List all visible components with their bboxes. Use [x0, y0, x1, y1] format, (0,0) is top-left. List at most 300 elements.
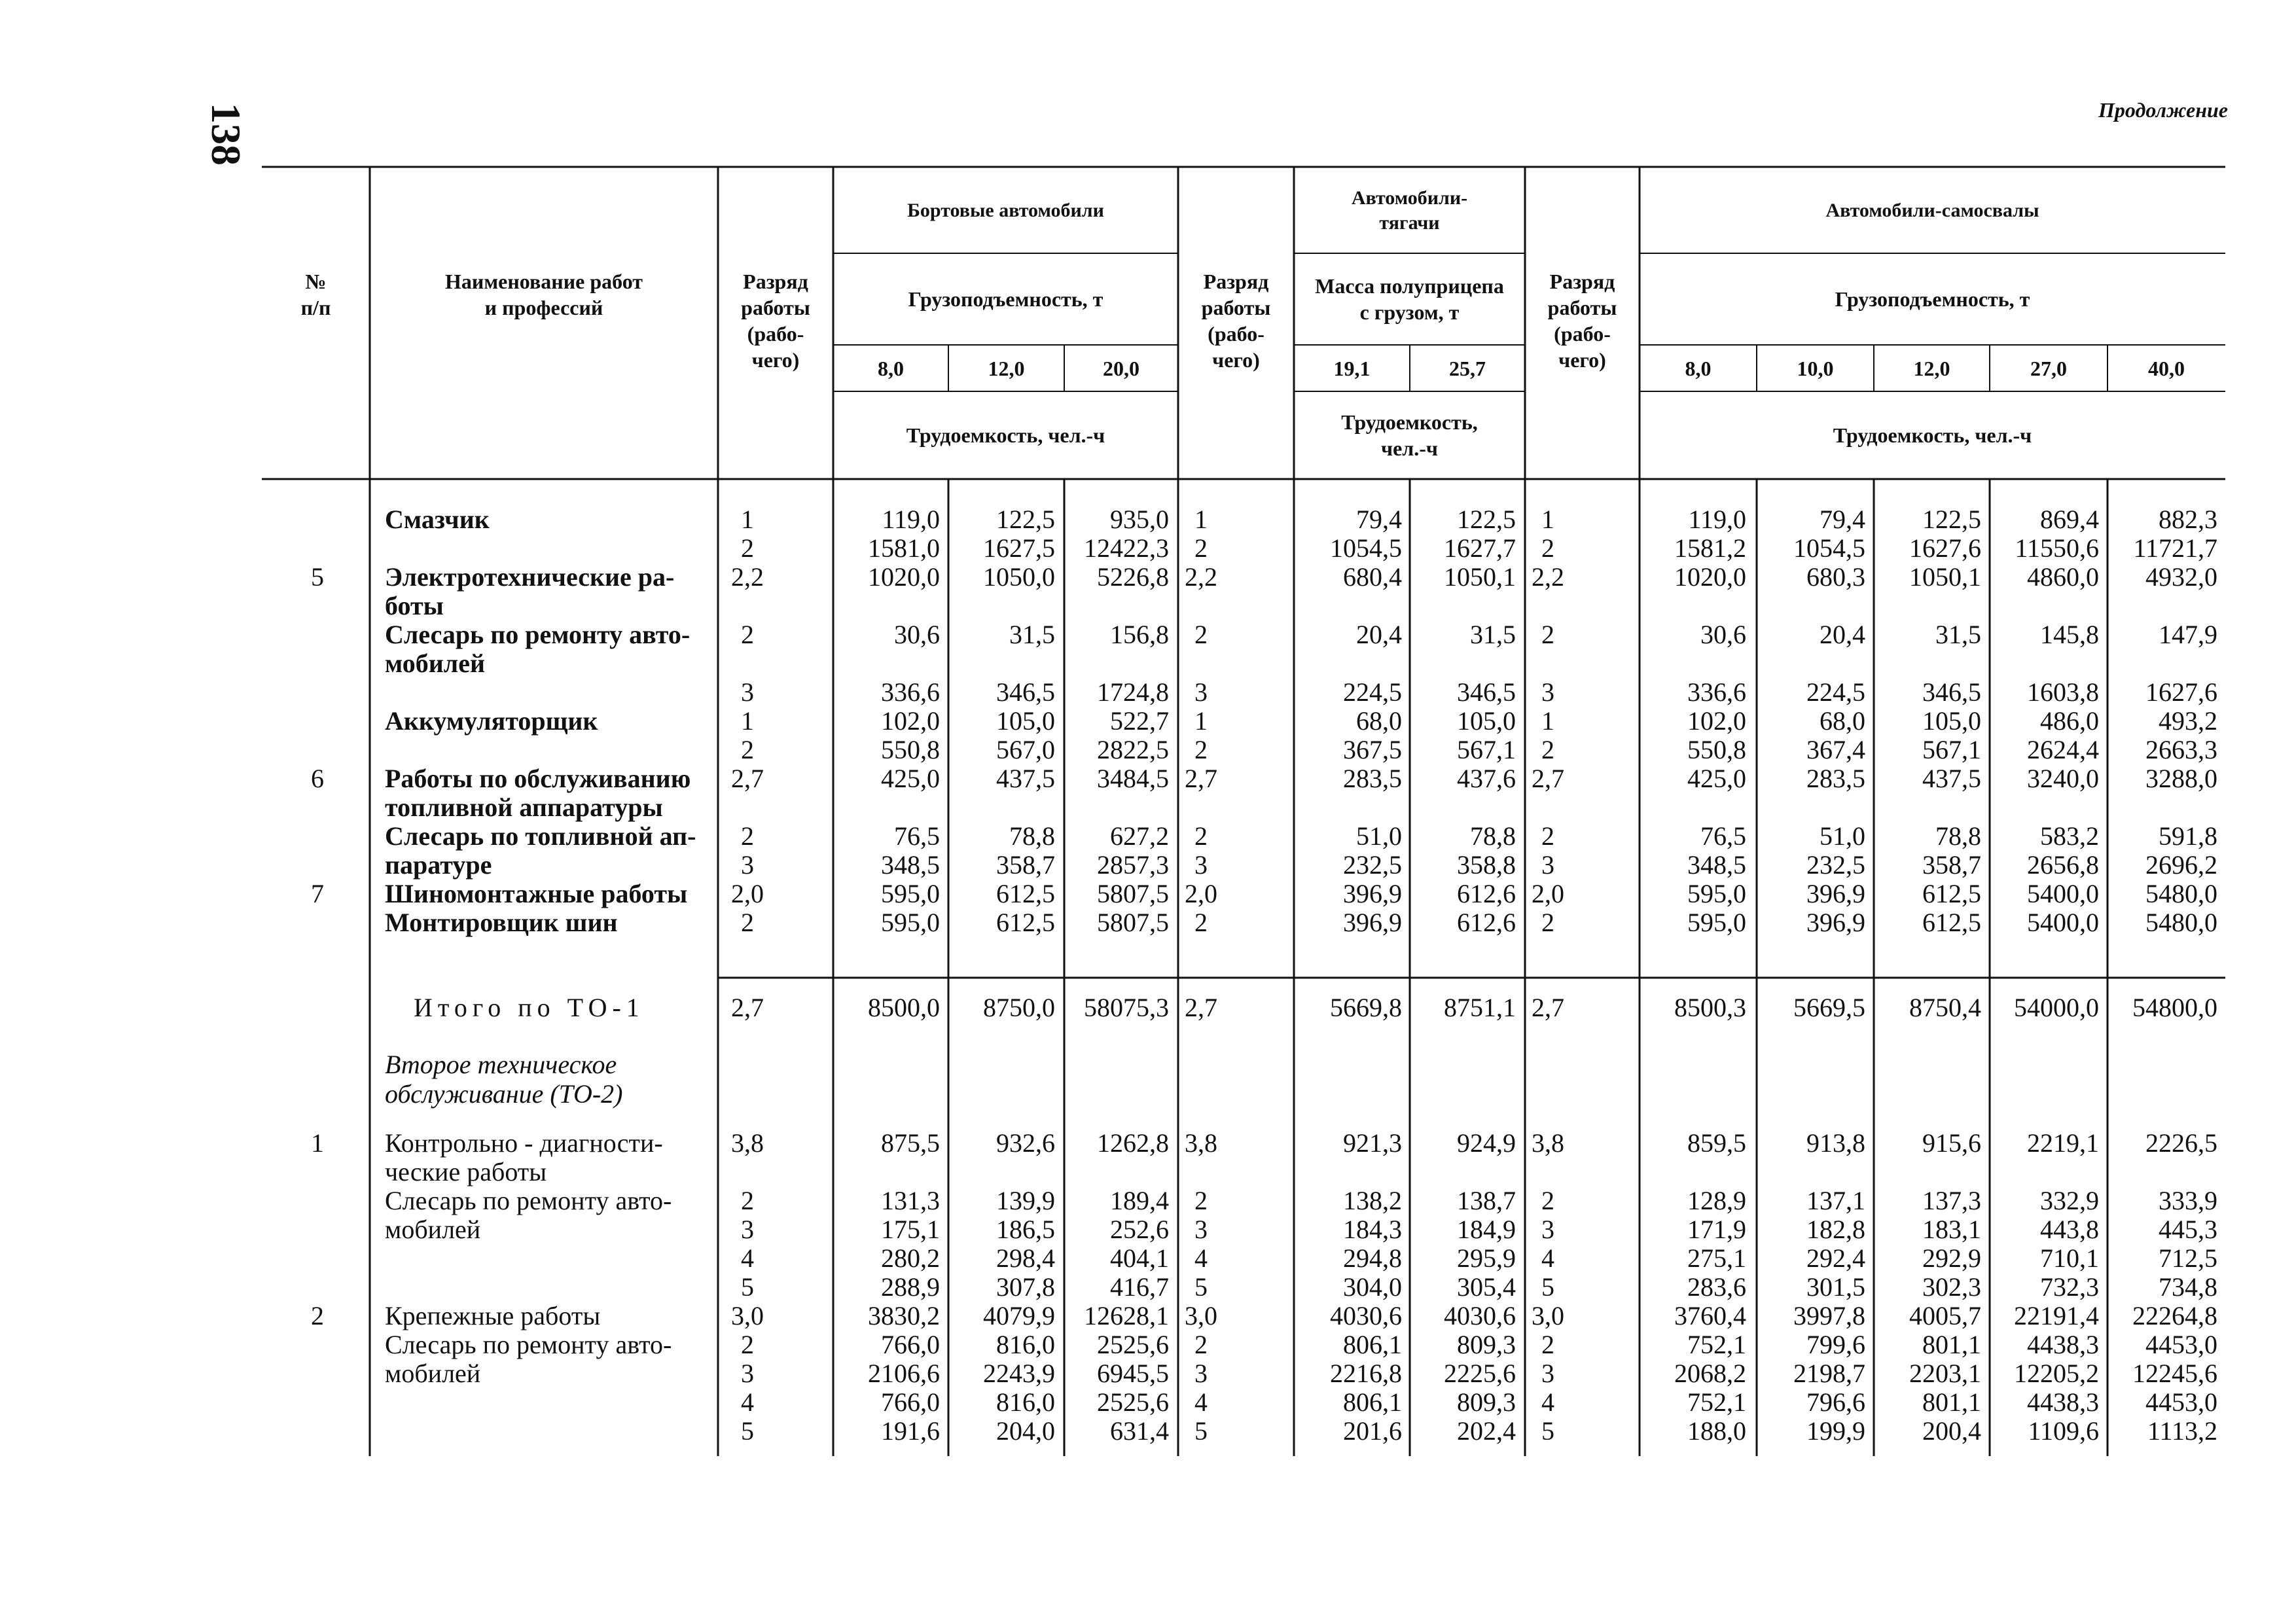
value-cell: 2857,3	[1097, 850, 1169, 880]
grade-cell: 2	[741, 735, 754, 764]
value-cell: 76,5	[1700, 821, 1746, 851]
row-name: Монтировщик шин	[385, 908, 618, 937]
grade-cell: 2	[1541, 533, 1554, 563]
value-cell: 612,6	[1457, 908, 1516, 937]
row-name: мобилей	[385, 649, 486, 678]
value-cell: 2203,1	[1909, 1359, 1981, 1388]
value-cell: 367,5	[1343, 735, 1402, 764]
value-cell: 12205,2	[2014, 1359, 2099, 1388]
value-cell: 105,0	[996, 706, 1055, 736]
value-cell: 595,0	[1687, 908, 1746, 937]
value-cell: 796,6	[1806, 1387, 1865, 1417]
value-cell: 1020,0	[1674, 562, 1746, 592]
grade-cell: 2	[1194, 1330, 1208, 1359]
section-title-line-2: обслуживание (ТО-2)	[385, 1079, 623, 1109]
value-cell: 307,8	[996, 1272, 1055, 1302]
value-cell: 224,5	[1343, 677, 1402, 707]
grade-cell: 2,0	[1185, 879, 1217, 908]
value-cell: 78,8	[1935, 821, 1981, 851]
value-cell: 5400,0	[2027, 879, 2099, 908]
value-cell: 2525,6	[1097, 1387, 1169, 1417]
grade-cell: 4	[741, 1387, 754, 1417]
value-cell: 4860,0	[2027, 562, 2099, 592]
grade-cell: 3	[741, 677, 754, 707]
grade-cell: 2	[1541, 821, 1554, 851]
header-grade-dump: Разряд работы (рабо- чего)	[1547, 270, 1617, 372]
value-cell: 869,4	[2040, 505, 2099, 534]
value-cell: 51,0	[1356, 821, 1402, 851]
value-cell: 31,5	[1009, 620, 1055, 649]
value-cell: 816,0	[996, 1387, 1055, 1417]
grade-cell: 4	[1194, 1243, 1208, 1273]
row-number: 2	[311, 1301, 324, 1330]
value-cell: 550,8	[881, 735, 940, 764]
value-cell: 4030,6	[1330, 1301, 1402, 1330]
value-cell: 5807,5	[1097, 908, 1169, 937]
value-cell: 913,8	[1806, 1128, 1865, 1158]
grade-cell: 2,2	[731, 562, 764, 592]
value-cell: 437,5	[996, 764, 1055, 793]
value-cell: 752,1	[1687, 1330, 1746, 1359]
value-cell: 292,4	[1806, 1243, 1865, 1273]
value-cell: 305,4	[1457, 1272, 1516, 1302]
value-cell: 298,4	[996, 1243, 1055, 1273]
value-cell: 346,5	[1922, 677, 1981, 707]
value-cell: 2225,6	[1444, 1359, 1516, 1388]
header-flatbed-capacity-1: 8,0	[878, 356, 904, 380]
value-cell: 5480,0	[2145, 908, 2217, 937]
value-cell: 183,1	[1922, 1215, 1981, 1244]
value-cell: 346,5	[1457, 677, 1516, 707]
header-dump-capacity: Грузоподъемность, т	[1835, 287, 2030, 311]
grade-cell: 2,0	[731, 879, 764, 908]
value-cell: 445,3	[2159, 1215, 2217, 1244]
value-cell: 138,7	[1457, 1186, 1516, 1215]
value-cell: 612,5	[996, 879, 1055, 908]
value-cell: 1050,1	[1444, 562, 1516, 592]
value-cell: 122,5	[996, 505, 1055, 534]
value-cell: 734,8	[2159, 1272, 2217, 1302]
value-cell: 336,6	[1687, 677, 1746, 707]
value-cell: 437,6	[1457, 764, 1516, 793]
value-cell: 4932,0	[2145, 562, 2217, 592]
grade-cell: 2	[1541, 908, 1554, 937]
value-cell: 199,9	[1806, 1416, 1865, 1446]
value-cell: 31,5	[1935, 620, 1981, 649]
row-name: топливной аппаратуры	[385, 793, 663, 822]
value-cell: 631,4	[1110, 1416, 1169, 1446]
value-cell: 806,1	[1343, 1330, 1402, 1359]
row-name: Смазчик	[385, 505, 490, 534]
grade-cell: 2	[1194, 620, 1208, 649]
value-cell: 5807,5	[1097, 879, 1169, 908]
value-cell: 1627,6	[2145, 677, 2217, 707]
value-cell: 102,0	[1687, 706, 1746, 736]
value-cell: 4453,0	[2145, 1387, 2217, 1417]
grade-cell: 3	[1194, 850, 1208, 880]
value-cell: 486,0	[2040, 706, 2099, 736]
value-cell: 2624,4	[2027, 735, 2099, 764]
value-cell: 68,0	[1356, 706, 1402, 736]
row-name: Шиномонтажные работы	[385, 879, 688, 908]
value-cell: 1054,5	[1330, 533, 1402, 563]
value-cell: 119,0	[882, 505, 940, 534]
header-grade-flatbed: Разряд работы (рабо- чего)	[741, 270, 810, 372]
value-cell: 200,4	[1922, 1416, 1981, 1446]
value-cell: 416,7	[1110, 1272, 1169, 1302]
total-grade-cell: 2,7	[1185, 993, 1217, 1022]
value-cell: 801,1	[1922, 1387, 1981, 1417]
value-cell: 680,4	[1343, 562, 1402, 592]
header-tractor-labor: Трудоемкость, чел.-ч	[1341, 410, 1478, 460]
grade-cell: 2	[1194, 533, 1208, 563]
value-cell: 3760,4	[1674, 1301, 1746, 1330]
grade-cell: 2,7	[1532, 764, 1564, 793]
value-cell: 1603,8	[2027, 677, 2099, 707]
value-cell: 295,9	[1457, 1243, 1516, 1273]
value-cell: 522,7	[1110, 706, 1169, 736]
grade-cell: 3	[1541, 1359, 1554, 1388]
value-cell: 550,8	[1687, 735, 1746, 764]
value-cell: 275,1	[1687, 1243, 1746, 1273]
value-cell: 79,4	[1820, 505, 1865, 534]
value-cell: 31,5	[1470, 620, 1516, 649]
grade-cell: 2,7	[731, 764, 764, 793]
value-cell: 2216,8	[1330, 1359, 1402, 1388]
total-value-cell: 8500,0	[868, 993, 940, 1022]
value-cell: 806,1	[1343, 1387, 1402, 1417]
total-grade-cell: 2,7	[731, 993, 764, 1022]
grade-cell: 1	[1194, 706, 1208, 736]
value-cell: 304,0	[1343, 1272, 1402, 1302]
value-cell: 30,6	[894, 620, 940, 649]
grade-cell: 4	[1194, 1387, 1208, 1417]
value-cell: 79,4	[1356, 505, 1402, 534]
continuation-label: Продолжение	[2098, 98, 2228, 122]
value-cell: 137,3	[1922, 1186, 1981, 1215]
grade-cell: 2	[1541, 620, 1554, 649]
grade-cell: 2	[1541, 1186, 1554, 1215]
value-cell: 346,5	[996, 677, 1055, 707]
value-cell: 156,8	[1110, 620, 1169, 649]
grade-cell: 3	[1541, 677, 1554, 707]
value-cell: 612,5	[996, 908, 1055, 937]
value-cell: 3830,2	[868, 1301, 940, 1330]
value-cell: 2656,8	[2027, 850, 2099, 880]
total-value-cell: 8751,1	[1444, 993, 1516, 1022]
grade-cell: 5	[1541, 1272, 1554, 1302]
header-semitrailer-mass: Масса полуприцепа с грузом, т	[1315, 274, 1504, 324]
value-cell: 301,5	[1806, 1272, 1865, 1302]
grade-cell: 3,8	[731, 1128, 764, 1158]
value-cell: 921,3	[1343, 1128, 1402, 1158]
header-dump-capacity-4: 27,0	[2030, 356, 2067, 380]
value-cell: 493,2	[2159, 706, 2217, 736]
value-cell: 12245,6	[2132, 1359, 2217, 1388]
value-cell: 1109,6	[2028, 1416, 2099, 1446]
row-name: Работы по обслуживанию	[385, 764, 691, 793]
header-dump-capacity-2: 10,0	[1797, 356, 1834, 380]
value-cell: 591,8	[2159, 821, 2217, 851]
value-cell: 915,6	[1922, 1128, 1981, 1158]
value-cell: 396,9	[1343, 908, 1402, 937]
value-cell: 2663,3	[2145, 735, 2217, 764]
value-cell: 1627,5	[983, 533, 1055, 563]
value-cell: 4438,3	[2027, 1330, 2099, 1359]
row-name: боты	[385, 591, 444, 620]
grade-cell: 2	[741, 533, 754, 563]
value-cell: 145,8	[2040, 620, 2099, 649]
grade-cell: 2	[1541, 1330, 1554, 1359]
header-dump-capacity-3: 12,0	[1913, 356, 1950, 380]
grade-cell: 3	[1541, 850, 1554, 880]
value-cell: 128,9	[1687, 1186, 1746, 1215]
value-cell: 358,8	[1457, 850, 1516, 880]
header-number-column: № п/п	[300, 270, 331, 319]
value-cell: 30,6	[1700, 620, 1746, 649]
value-cell: 283,6	[1687, 1272, 1746, 1302]
value-cell: 595,0	[881, 908, 940, 937]
value-cell: 252,6	[1110, 1215, 1169, 1244]
value-cell: 4005,7	[1909, 1301, 1981, 1330]
grade-cell: 4	[1541, 1387, 1554, 1417]
grade-cell: 2	[741, 620, 754, 649]
row-name: мобилей	[385, 1215, 481, 1244]
grade-cell: 5	[1194, 1272, 1208, 1302]
value-cell: 595,0	[1687, 879, 1746, 908]
value-cell: 332,9	[2040, 1186, 2099, 1215]
value-cell: 4453,0	[2145, 1330, 2217, 1359]
value-cell: 4438,3	[2027, 1387, 2099, 1417]
value-cell: 809,3	[1457, 1387, 1516, 1417]
value-cell: 612,5	[1922, 908, 1981, 937]
value-cell: 924,9	[1457, 1128, 1516, 1158]
grade-cell: 2,2	[1532, 562, 1564, 592]
value-cell: 280,2	[881, 1243, 940, 1273]
header-dump-capacity-1: 8,0	[1685, 356, 1712, 380]
value-cell: 4079,9	[983, 1301, 1055, 1330]
value-cell: 816,0	[996, 1330, 1055, 1359]
header-grade-tractor: Разряд работы (рабо- чего)	[1201, 270, 1271, 372]
value-cell: 732,3	[2040, 1272, 2099, 1302]
row-name: Слесарь по ремонту авто-	[385, 620, 691, 649]
value-cell: 188,0	[1687, 1416, 1746, 1446]
value-cell: 22191,4	[2014, 1301, 2099, 1330]
grade-cell: 1	[741, 505, 754, 534]
row-number: 6	[311, 764, 324, 793]
row-number: 5	[311, 562, 324, 592]
grade-cell: 1	[1541, 706, 1554, 736]
value-cell: 425,0	[1687, 764, 1746, 793]
value-cell: 139,9	[996, 1186, 1055, 1215]
value-cell: 283,5	[1343, 764, 1402, 793]
value-cell: 292,9	[1922, 1243, 1981, 1273]
value-cell: 1020,0	[868, 562, 940, 592]
value-cell: 20,4	[1820, 620, 1865, 649]
value-cell: 437,5	[1922, 764, 1981, 793]
value-cell: 2219,1	[2027, 1128, 2099, 1158]
grade-cell: 1	[1194, 505, 1208, 534]
value-cell: 1581,0	[868, 533, 940, 563]
value-cell: 875,5	[881, 1128, 940, 1158]
value-cell: 5400,0	[2027, 908, 2099, 937]
section-title-line-1: Второе техническое	[385, 1050, 617, 1079]
value-cell: 712,5	[2159, 1243, 2217, 1273]
value-cell: 122,5	[1457, 505, 1516, 534]
grade-cell: 3	[741, 1215, 754, 1244]
header-flatbed-capacity: Грузоподъемность, т	[908, 287, 1103, 311]
value-cell: 12422,3	[1084, 533, 1169, 563]
value-cell: 191,6	[881, 1416, 940, 1446]
total-value-cell: 5669,5	[1793, 993, 1865, 1022]
value-cell: 932,6	[996, 1128, 1055, 1158]
grade-cell: 3	[741, 850, 754, 880]
header-dump-group: Автомобили-самосвалы	[1825, 199, 2039, 221]
total-value-cell: 8500,3	[1674, 993, 1746, 1022]
value-cell: 5226,8	[1097, 562, 1169, 592]
value-cell: 137,1	[1806, 1186, 1865, 1215]
grade-cell: 1	[1541, 505, 1554, 534]
value-cell: 710,1	[2040, 1243, 2099, 1273]
value-cell: 2068,2	[1674, 1359, 1746, 1388]
value-cell: 2822,5	[1097, 735, 1169, 764]
value-cell: 396,9	[1806, 879, 1865, 908]
value-cell: 78,8	[1009, 821, 1055, 851]
value-cell: 102,0	[881, 706, 940, 736]
value-cell: 3484,5	[1097, 764, 1169, 793]
value-cell: 78,8	[1470, 821, 1516, 851]
value-cell: 1262,8	[1097, 1128, 1169, 1158]
value-cell: 336,6	[881, 677, 940, 707]
value-cell: 627,2	[1110, 821, 1169, 851]
value-cell: 119,0	[1688, 505, 1746, 534]
value-cell: 3288,0	[2145, 764, 2217, 793]
value-cell: 171,9	[1687, 1215, 1746, 1244]
value-cell: 184,3	[1343, 1215, 1402, 1244]
value-cell: 567,0	[996, 735, 1055, 764]
row-name: Слесарь по ремонту авто-	[385, 1186, 672, 1215]
grade-cell: 3,0	[1185, 1301, 1217, 1330]
value-cell: 766,0	[881, 1387, 940, 1417]
value-cell: 2696,2	[2145, 850, 2217, 880]
header-dump-capacity-5: 40,0	[2148, 356, 2185, 380]
header-tractor-mass-1: 19,1	[1333, 356, 1371, 380]
grade-cell: 5	[741, 1272, 754, 1302]
value-cell: 147,9	[2159, 620, 2217, 649]
value-cell: 1050,1	[1909, 562, 1981, 592]
value-cell: 612,6	[1457, 879, 1516, 908]
value-cell: 396,9	[1343, 879, 1402, 908]
value-cell: 11721,7	[2133, 533, 2217, 563]
value-cell: 184,9	[1457, 1215, 1516, 1244]
value-cell: 12628,1	[1084, 1301, 1169, 1330]
grade-cell: 3	[1194, 677, 1208, 707]
row-name: Слесарь по топливной ап-	[385, 821, 696, 851]
value-cell: 302,3	[1922, 1272, 1981, 1302]
row-number: 7	[311, 879, 324, 908]
value-cell: 3240,0	[2027, 764, 2099, 793]
value-cell: 2243,9	[983, 1359, 1055, 1388]
value-cell: 752,1	[1687, 1387, 1746, 1417]
grade-cell: 3	[741, 1359, 754, 1388]
grade-cell: 2	[1541, 735, 1554, 764]
value-cell: 801,1	[1922, 1330, 1981, 1359]
grade-cell: 2	[741, 1186, 754, 1215]
value-cell: 799,6	[1806, 1330, 1865, 1359]
value-cell: 396,9	[1806, 908, 1865, 937]
value-cell: 232,5	[1343, 850, 1402, 880]
value-cell: 288,9	[881, 1272, 940, 1302]
grade-cell: 5	[741, 1416, 754, 1446]
row-name: паратуре	[385, 850, 492, 880]
value-cell: 567,1	[1457, 735, 1516, 764]
grade-cell: 3,8	[1185, 1128, 1217, 1158]
grade-cell: 3,8	[1532, 1128, 1564, 1158]
grade-cell: 5	[1541, 1416, 1554, 1446]
value-cell: 204,0	[996, 1416, 1055, 1446]
grade-cell: 3,0	[1532, 1301, 1564, 1330]
value-cell: 1627,7	[1444, 533, 1516, 563]
value-cell: 425,0	[881, 764, 940, 793]
row-name: мобилей	[385, 1359, 481, 1388]
value-cell: 76,5	[894, 821, 940, 851]
grade-cell: 3	[1541, 1215, 1554, 1244]
value-cell: 182,8	[1806, 1215, 1865, 1244]
total-value-cell: 54000,0	[2014, 993, 2099, 1022]
value-cell: 20,4	[1356, 620, 1402, 649]
grade-cell: 2	[741, 1330, 754, 1359]
header-tractor-group: Автомобили- тягачи	[1351, 187, 1468, 234]
total-value-cell: 8750,4	[1909, 993, 1981, 1022]
row-name: Электротехнические ра-	[385, 562, 675, 592]
value-cell: 358,7	[996, 850, 1055, 880]
header-flatbed-group: Бортовые автомобили	[907, 199, 1104, 221]
grade-cell: 2,0	[1532, 879, 1564, 908]
grade-cell: 3	[1194, 1215, 1208, 1244]
grade-cell: 2,2	[1185, 562, 1217, 592]
total-grade-cell: 2,7	[1532, 993, 1564, 1022]
grade-cell: 4	[741, 1243, 754, 1273]
value-cell: 175,1	[881, 1215, 940, 1244]
row-name: Контрольно - диагности-	[385, 1128, 663, 1158]
value-cell: 766,0	[881, 1330, 940, 1359]
value-cell: 404,1	[1110, 1243, 1169, 1273]
grade-cell: 3,0	[731, 1301, 764, 1330]
grade-cell: 2	[1194, 908, 1208, 937]
row-name: Слесарь по ремонту авто-	[385, 1330, 672, 1359]
page-number: 138	[203, 103, 249, 166]
grade-cell: 2	[741, 821, 754, 851]
value-cell: 122,5	[1922, 505, 1981, 534]
value-cell: 186,5	[996, 1215, 1055, 1244]
value-cell: 283,5	[1806, 764, 1865, 793]
value-cell: 68,0	[1820, 706, 1865, 736]
value-cell: 3997,8	[1793, 1301, 1865, 1330]
value-cell: 1627,6	[1909, 533, 1981, 563]
header-flatbed-labor: Трудоемкость, чел.-ч	[906, 423, 1105, 447]
value-cell: 567,1	[1922, 735, 1981, 764]
value-cell: 443,8	[2040, 1215, 2099, 1244]
row-name: Аккумуляторщик	[385, 706, 598, 736]
header-name-column: Наименование работ и профессий	[445, 270, 643, 319]
value-cell: 1113,2	[2147, 1416, 2217, 1446]
value-cell: 348,5	[881, 850, 940, 880]
value-cell: 105,0	[1457, 706, 1516, 736]
value-cell: 809,3	[1457, 1330, 1516, 1359]
value-cell: 358,7	[1922, 850, 1981, 880]
value-cell: 224,5	[1806, 677, 1865, 707]
value-cell: 202,4	[1457, 1416, 1516, 1446]
